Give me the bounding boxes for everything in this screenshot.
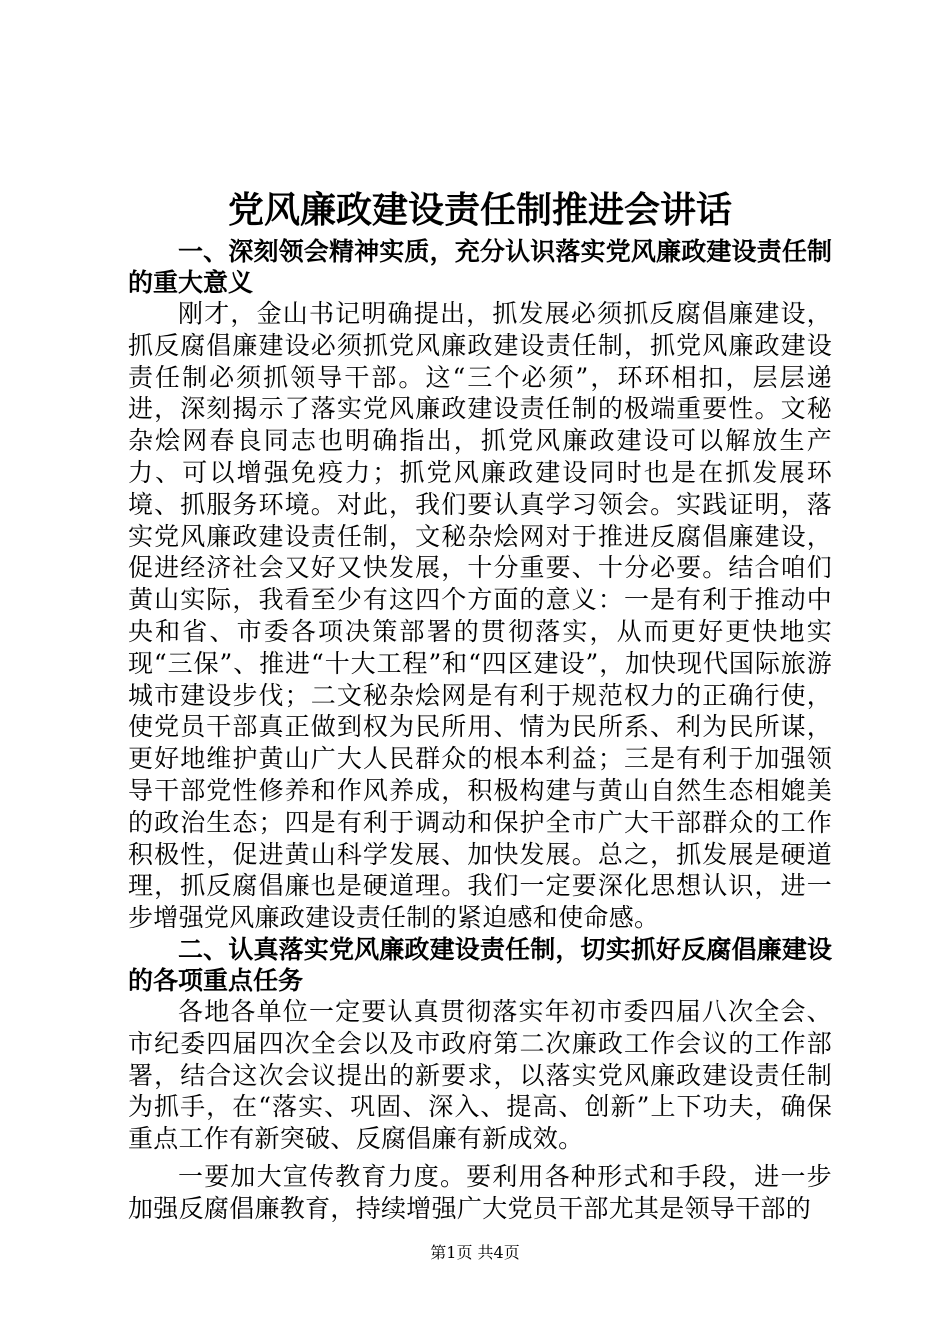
document-title: 党风廉政建设责任制推进会讲话 [227,189,732,231]
document-body [128,184,832,1225]
paragraph: 一要加大宣传教育力度。要利用各种形式和手段，进一步加强反腐倡廉教育，持续增强广大党员干部尤其是领导干部的 [128,1161,832,1223]
section-heading: 二、认真落实党风廉政建设责任制，切实抓好反腐倡廉建设的各项重点任务 [128,934,832,995]
paragraph: 刚才，金山书记明确提出，抓发展必须抓反腐倡廉建设，抓反腐倡廉建设必须抓党风廉政建设责任制，抓党风廉政建设责任制必须抓领导干部。这“三个必须”，环环相扣，层层递进，深刻揭示了落实党风廉政建设责任制的极端重要性。文秘杂烩网春良同志也明确指出，抓党风廉政建设可以解放生产力、可以增强免疫力；抓党风廉政建设同时也是在抓发展环境、抓服务环境。对此，我们要认真学习领会。实践证明，落实党风廉政建设责任制，文秘杂烩网对于推进反腐倡廉建设，促进经济社会又好又快发展，十分重要、十分必要。结合咱们黄山实际，我看至少有这四个方面的意义：一是有利于推动中央和省、市委各项决策部署的贯彻落实，从而更好更快地实现“三保”、推进“十大工程”和“四区建设”，加快现代国际旅游城市建设步伐；二文秘杂烩网是有利于规范权力的正确行使，使党员干部真正做到权为民所用、情为民所系、利为民所谋，更好地维护黄山广大人民群众的根本利益；三是有利于加强领导干部党性修养和作风养成，积极构建与黄山自然生态相媲美的政治生态；四是有利于调动和保护全市广大干部群众的工作积极性，促进黄山科学发展、加快发展。总之，抓发展是硬道理，抓反腐倡廉也是硬道理。我们一定要深化思想认识，进一步增强党风廉政建设责任制的紧迫感和使命感。 [128,299,832,933]
paragraph: 各地各单位一定要认真贯彻落实年初市委四届八次全会、市纪委四届四次全会以及市政府第二次廉政工作会议的工作部署，结合这次会议提出的新要求，以落实党风廉政建设责任制为抓手，在“落实、巩固、深入、提高、创新”上下功夫，确保重点工作有新突破、反腐倡廉有新成效。 [128,996,832,1154]
section-heading: 一、深刻领会精神实质，充分认识落实党风廉政建设责任制的重大意义 [128,237,832,297]
section-1 [128,236,832,934]
page-number: 第1页 共4页 [430,1243,520,1262]
section-2 [128,934,832,1225]
